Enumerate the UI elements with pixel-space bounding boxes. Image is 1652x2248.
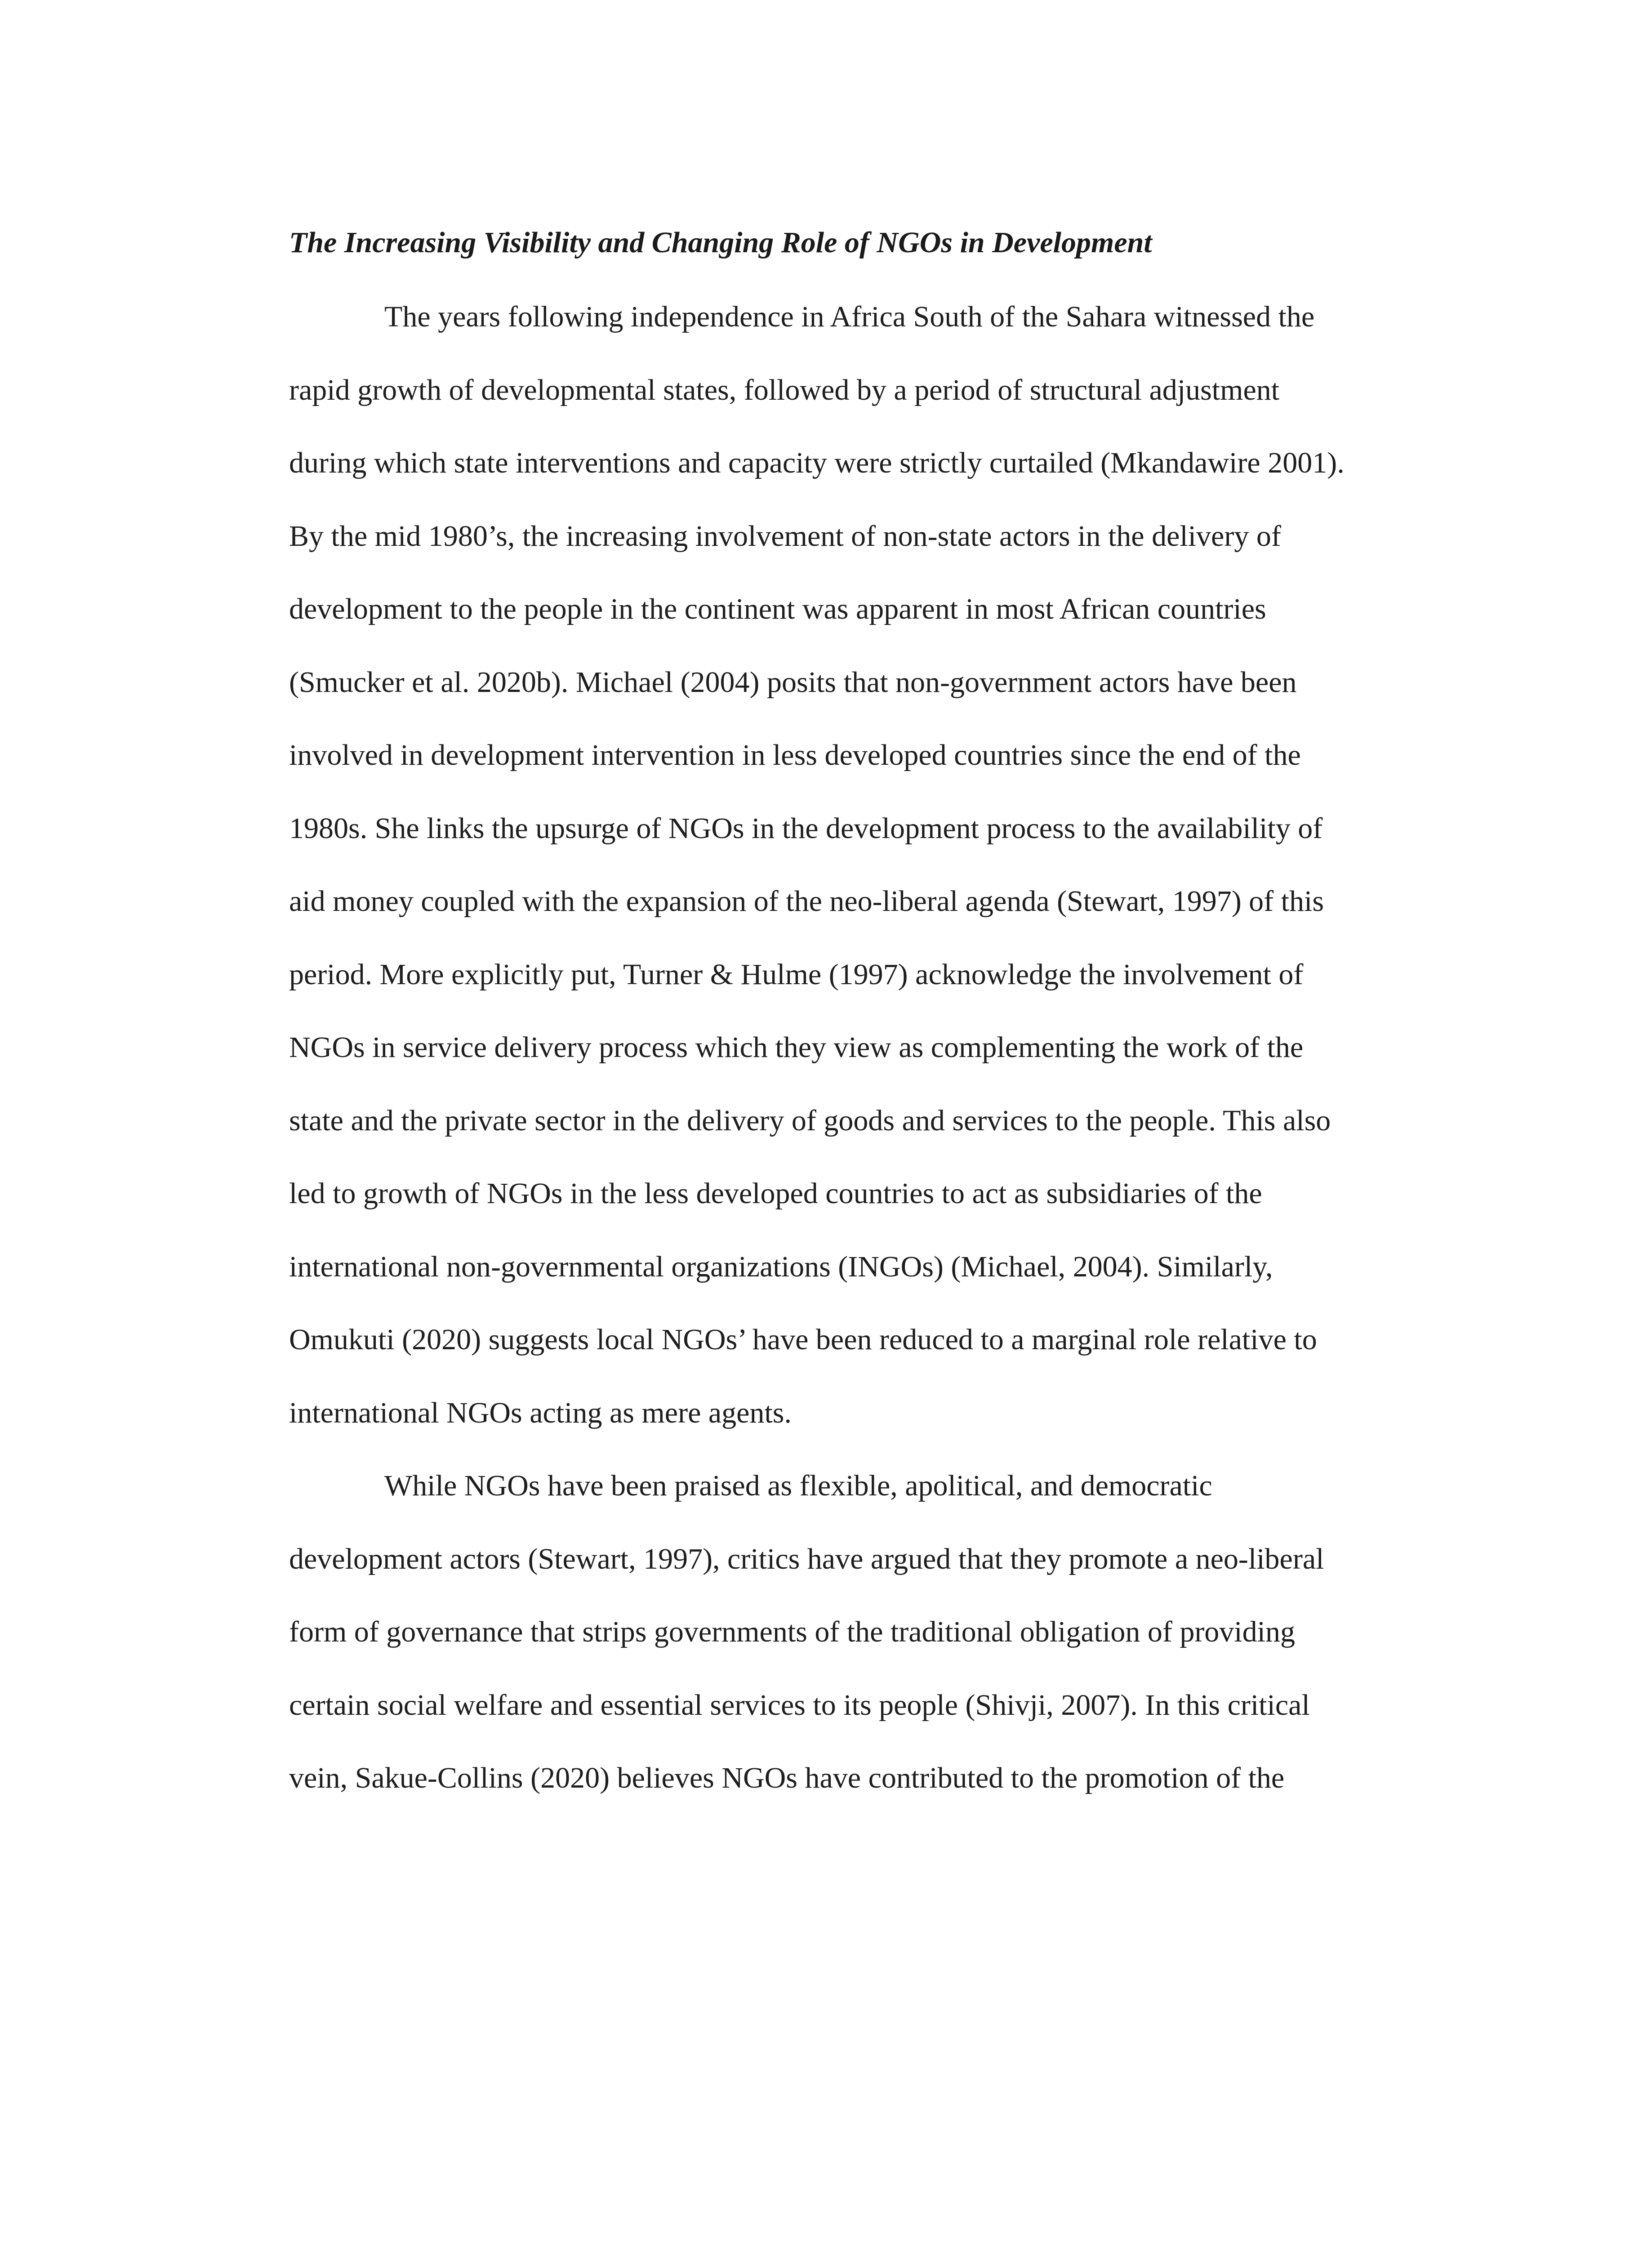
paragraph-1-line-6: (Smucker et al. 2020b). Michael (2004) posits that non-government actors have been [289,666,1297,699]
paragraph-1-line-13: led to growth of NGOs in the less developed countries to act as subsidiaries of the [289,1177,1262,1210]
paragraph-2-line-2: development actors (Stewart, 1997), critics have argued that they promote a neo-liberal [289,1543,1324,1575]
paragraph-1-line-10: period. More explicitly put, Turner & Hulme (1997) acknowledge the involvement of [289,958,1304,991]
paragraph-1-line-12: state and the private sector in the delivery of goods and services to the people. This also [289,1104,1331,1137]
paragraph-1-line-7: involved in development intervention in less developed countries since the end of the [289,739,1301,772]
paragraph-2-line-3: form of governance that strips governments of the traditional obligation of providing [289,1615,1295,1648]
paragraph-1-line-8: 1980s. She links the upsurge of NGOs in the development process to the availability of [289,812,1323,845]
paragraph-1-line-1: The years following independence in Africa South of the Sahara witnessed the [384,300,1315,333]
paragraph-1-line-16: international NGOs acting as mere agents. [289,1396,792,1429]
paragraph-1-line-9: aid money coupled with the expansion of the neo-liberal agenda (Stewart, 1997) of this [289,885,1324,918]
paragraph-1-line-14: international non-governmental organizations (INGOs) (Michael, 2004). Similarly, [289,1250,1273,1283]
paragraph-1-line-15: Omukuti (2020) suggests local NGOs’ have been reduced to a marginal role relative to [289,1323,1317,1356]
paragraph-1-line-5: development to the people in the continent was apparent in most African countries [289,593,1266,625]
paragraph-1-line-2: rapid growth of developmental states, followed by a period of structural adjustment [289,374,1280,406]
paragraph-1-line-11: NGOs in service delivery process which they view as complementing the work of the [289,1031,1304,1064]
paragraph-1-line-4: By the mid 1980’s, the increasing involvement of non-state actors in the delivery of [289,520,1281,553]
paragraph-1-line-3: during which state interventions and capacity were strictly curtailed (Mkandawire 2001). [289,446,1345,479]
paragraph-2-line-4: certain social welfare and essential services to its people (Shivji, 2007). In this critical [289,1689,1310,1722]
section-heading: The Increasing Visibility and Changing Role of NGOs in Development [289,226,1152,259]
paragraph-2-line-5: vein, Sakue-Collins (2020) believes NGOs have contributed to the promotion of the [289,1762,1285,1794]
paragraph-2-line-1: While NGOs have been praised as flexible, apolitical, and democratic [384,1469,1212,1502]
